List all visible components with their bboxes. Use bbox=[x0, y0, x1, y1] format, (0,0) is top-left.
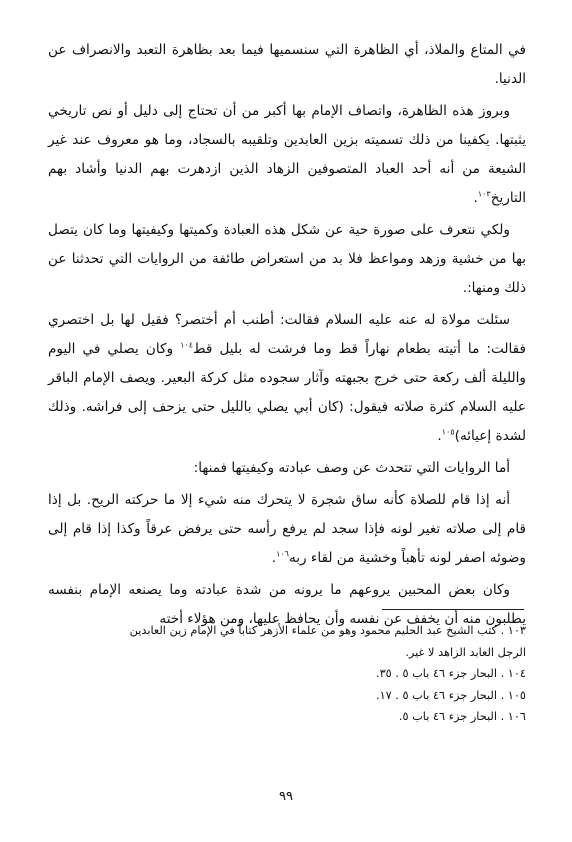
footnote-103-cont: الرجل العابد الزاهد لا غير. bbox=[405, 645, 526, 659]
footnote-divider bbox=[382, 609, 524, 610]
paragraph-tail: . bbox=[271, 550, 277, 566]
paragraph-2 bbox=[48, 97, 526, 213]
paragraph-tail: . bbox=[473, 190, 478, 206]
paragraph-text: وكان بعض المحبين يروعهم ما يرونه من شدة عبادته وما يصنعه الإمام بنفسه يطلبون منه أن يخفف عن نفسه وأن يحافظ عليها، ومن هؤلاء أخته bbox=[48, 582, 526, 627]
paragraph-text: أنه إذا قام للصلاة كأنه ساق شجرة لا يتحرك منه شيء إلا ما حركته الريح. بل إذا قام إلى صلاته تغير لونه فإذا سجد لم يرفع رأسه حتى يرفض عرقاً وكذا إذا قام إلى وضوئه اصفر لونه تأهباً وخشية من لقاء ربه bbox=[48, 492, 526, 566]
footnote-105: ١٠٥ . البحار جزء ٤٦ باب ٥ . ١٧. bbox=[375, 688, 526, 702]
paragraph-text: أما الروايات التي تتحدث عن وصف عبادته وكيفيتها فمنها: bbox=[193, 460, 510, 476]
paragraph-text: وبروز هذه الظاهرة، واتصاف الإمام بها أكبر من أن تحتاج إلى دليل أو نص تاريخي يثبتها. يكفينا من ذلك تسميته بزين العابدين وتلقيبه بالسجاد، وما هو معروف عند غير الشيعة من أنه أحد العباد المتصوفين الزهاد الذين ازدهرت بهم الدنيا وأشاد بهم التاريخ bbox=[48, 103, 526, 206]
paragraph-text: سئلت مولاة له عنه عليه السلام فقالت: أطنب أم أختصر؟ فقيل لها بل اختصري فقالت: ما أتيته بطعام نهاراً قط وما فرشت له بليل قط bbox=[48, 312, 527, 357]
footnote-ref[interactable]: ١٠٥ bbox=[441, 427, 455, 437]
footnote-ref[interactable]: ١٠٣ bbox=[477, 189, 491, 199]
footnote-104: ١٠٤ . البحار جزء ٤٦ باب ٥ . ٣٥. bbox=[375, 667, 526, 680]
paragraph-text: ولكي نتعرف على صورة حية عن شكل هذه العبادة وكميتها وكيفيتها وما كان يتصل بها من خشية وزهد ومواعظ فلا بد من استعراض طائفة من الروايات التي تحدثنا عن ذلك ومنها:. bbox=[48, 222, 526, 296]
footnote-103: ١٠٣ . كتب الشيخ عبد الحليم محمود وهو من علماء الأزهر كتاباً في الإمام زين العابدين bbox=[129, 624, 526, 637]
paragraph-6 bbox=[48, 486, 526, 573]
page-content bbox=[48, 36, 526, 637]
paragraph-1 bbox=[48, 36, 526, 94]
footnote-106: ١٠٦ . البحار جزء ٤٦ باب ٥. bbox=[398, 710, 526, 723]
paragraph-tail: . bbox=[437, 428, 442, 444]
body-text bbox=[48, 36, 526, 634]
paragraph-text: في المتاع والملاذ، أي الظاهرة التي سنسميها فيما بعد بظاهرة التعبد والانصراف عن الدنيا. bbox=[48, 42, 526, 87]
paragraph-4 bbox=[48, 306, 526, 451]
paragraph-3 bbox=[48, 216, 526, 303]
paragraph-tail: وكان يصلي في اليوم والليلة ألف ركعة حتى خرج بجبهته وآثار سجوده مثل كركة البعير. ويصف الإمام الباقر عليه السلام كثرة صلاته فيقول: (كان أبي يصلي بالليل حتى يزحف إلى فراشه. وذلك لشدة إعيائه) bbox=[48, 341, 526, 444]
page-number: ٩٩ bbox=[279, 789, 293, 804]
footnotes bbox=[48, 620, 526, 728]
paragraph-5 bbox=[48, 454, 526, 483]
footnote-ref[interactable]: ١٠٤ bbox=[180, 340, 194, 350]
footnote-ref[interactable]: ١٠٦ bbox=[276, 549, 289, 559]
